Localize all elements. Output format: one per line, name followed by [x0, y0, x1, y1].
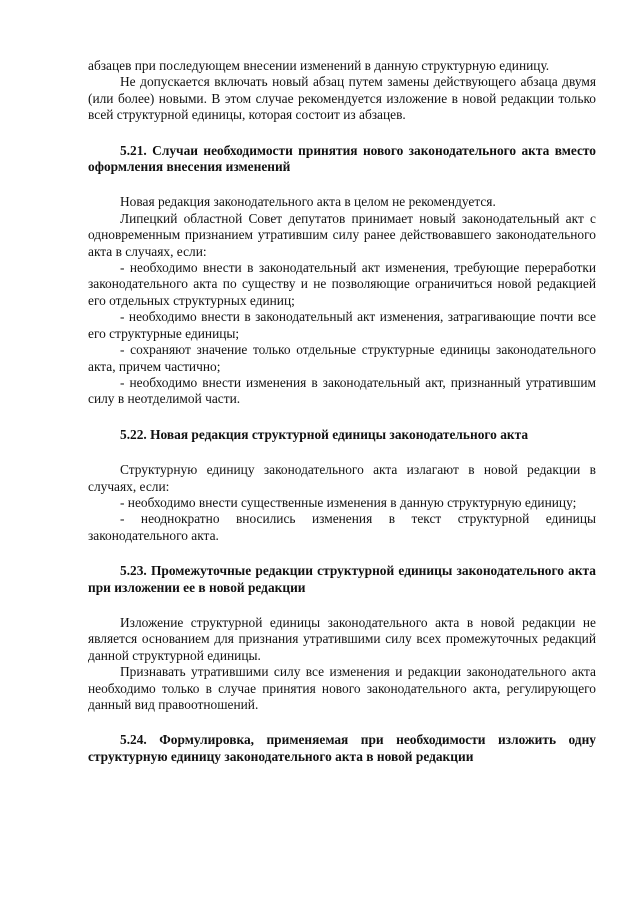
- section-5-21-heading: 5.21. Случаи необходимости принятия нового законодательного акта вместо оформления внесения изменений: [88, 142, 596, 175]
- section-5-21-paragraph: Липецкий областной Совет депутатов принимает новый законодательный акт с одновременным признанием утратившим силу ранее действовавшего законодательного акта в случаях, если:: [88, 210, 596, 259]
- section-5-22-list-item: - необходимо внести существенные изменения в данную структурную единицу;: [120, 494, 577, 510]
- section-5-22-heading: 5.22. Новая редакция структурной единицы законодательного акта: [120, 426, 529, 442]
- section-5-22-paragraph: Структурную единицу законодательного акта излагают в новой редакции в случаях, если:: [88, 462, 596, 494]
- section-5-23-paragraph: Признавать утратившими силу все изменения и редакции законодательного акта необходимо только в случае принятия нового законодательного акта, регулирующего данный вид правоотношений.: [88, 664, 596, 712]
- section-5-23-paragraph: Изложение структурной единицы законодательного акта в новой редакции не является основанием для признания утратившими силу всех промежуточных редакций данной структурной единицы.: [88, 614, 596, 663]
- section-5-21-list-item: - необходимо внести в законодательный акт изменения, затрагивающие почти все его структурные единицы;: [88, 309, 596, 341]
- section-5-24-heading: 5.24. Формулировка, применяемая при необходимости изложить одну структурную единицу законодательного акта в новой редакции: [88, 732, 596, 764]
- section-5-21-list-item: - необходимо внести в законодательный акт изменения, требующие переработки законодательного акта по существу и не позволяющие ограничиться новой редакцией его отдельных структурных единиц;: [88, 260, 596, 308]
- section-5-21-list-item: - необходимо внести изменения в законодательный акт, признанный утратившим силу в неотделимой части.: [88, 374, 596, 407]
- section-5-21-list-item: - сохраняют значение только отдельные структурные единицы законодательного акта, причем частично;: [88, 342, 596, 374]
- section-5-22-list-item: - неоднократно вносились изменения в текст структурной единицы законодательного акта.: [88, 511, 596, 543]
- intro-paragraph-2: Не допускается включать новый абзац путем замены действующего абзаца двумя (или более) новыми. В этом случае рекомендуется изложение в новой редакции только всей структурной единицы, которая состоит из абзацев.: [88, 74, 596, 123]
- section-5-23-heading: 5.23. Промежуточные редакции структурной единицы законодательного акта при изложении ее в новой редакции: [88, 563, 596, 595]
- section-5-21-paragraph: Новая редакция законодательного акта в целом не рекомендуется.: [120, 194, 496, 210]
- intro-paragraph-1: абзацев при последующем внесении изменений в данную структурную единицу.: [88, 58, 550, 73]
